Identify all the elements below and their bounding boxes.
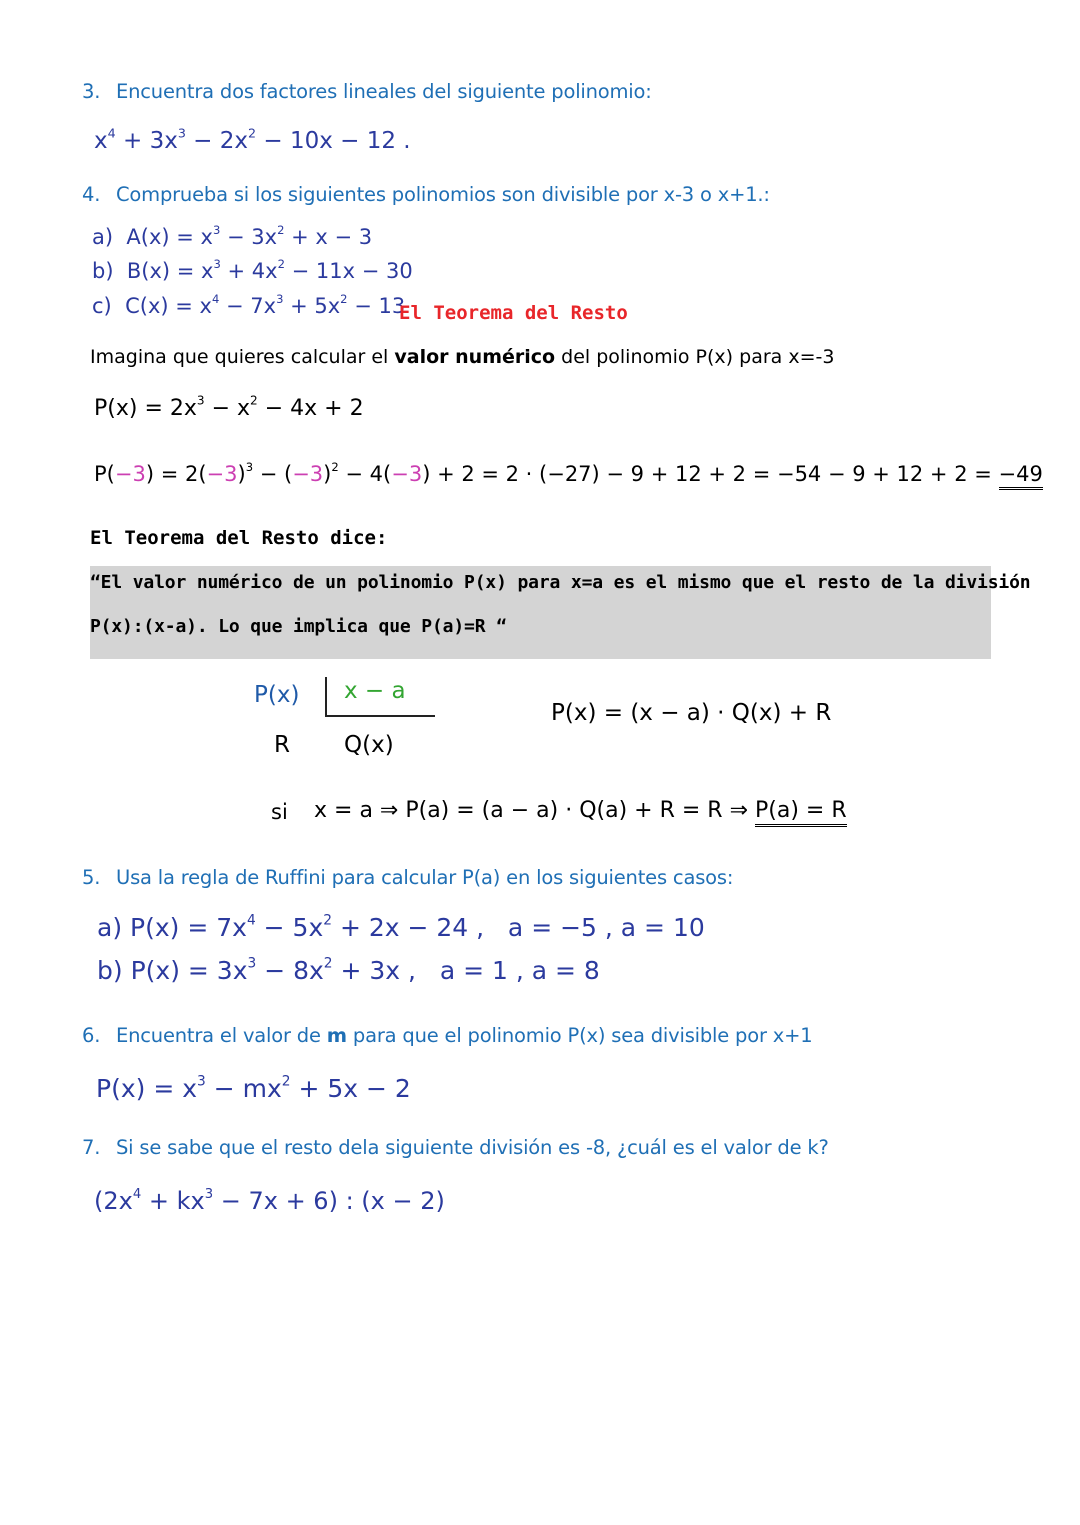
exercise-3-statement: Encuentra dos factores lineales del siguiente polinomio: — [116, 80, 652, 103]
exercise-3-polynomial: $x^4 + 3x^3 - 2x^2 - 10x - 12$ . — [94, 125, 411, 154]
division-bracket-vertical — [325, 677, 327, 717]
theorem-quote-line-1: “El valor numérico de un polinomio P(x) para x=a es el mismo que el resto de la división — [90, 572, 1031, 593]
exercise-5-item-b: b) $P(x) = 3x^3 - 8x^2 + 3x$ , a = 1 , a = 8 — [97, 955, 600, 985]
exercise-3-number: 3. — [82, 80, 101, 103]
theorem-heading: El Teorema del Resto dice: — [90, 527, 388, 549]
theorem-quote-line-2: P(x):(x-a). Lo que implica que P(a)=R “ — [90, 616, 507, 637]
exercise-6-number: 6. — [82, 1024, 101, 1047]
exercise-4-statement: Comprueba si los siguientes polinomios son divisible por x-3 o x+1.: — [116, 183, 770, 206]
division-dividend: P(x) — [254, 682, 300, 708]
example-polynomial: $P(x) = 2x^3 - x^2 - 4x + 2$ — [94, 393, 364, 421]
implication-chain: x = a ⇒ P(a) = (a − a) · Q(a) + R = R ⇒ P(a) = R — [314, 798, 847, 823]
division-quotient: Q(x) — [344, 732, 394, 758]
example-evaluation: $P(-3) = 2(-3)^3 - (-3)^2 - 4(-3) + 2 = 2 \cdot (-27) - 9 + 12 + 2 = -54 - 9 + 12 + 2 = -49$ — [94, 462, 1043, 486]
exercise-4-item-a: a) $A(x) = x^3 - 3x^2 + x - 3$ — [92, 223, 373, 249]
exercise-6-statement: Encuentra el valor de m para que el polinomio P(x) sea divisible por x+1 — [116, 1024, 813, 1047]
implication-si: si — [271, 800, 288, 824]
exercise-5-item-a: a) $P(x) = 7x^4 - 5x^2 + 2x - 24$ , a = −5 , a = 10 — [97, 912, 705, 942]
exercise-7-division: $(2x^4 + kx^3 - 7x + 6)$ : (x − 2) — [94, 1186, 445, 1215]
division-remainder: R — [274, 732, 290, 758]
exercise-7-number: 7. — [82, 1136, 101, 1159]
exercise-4-item-b: b) $B(x) = x^3 + 4x^2 - 11x - 30$ — [92, 257, 413, 283]
division-identity: P(x) = (x − a) · Q(x) + R — [551, 700, 832, 726]
intro-paragraph: Imagina que quieres calcular el valor numérico del polinomio P(x) para x=-3 — [90, 346, 835, 368]
division-bracket-horizontal — [325, 715, 435, 717]
exercise-4-number: 4. — [82, 183, 101, 206]
division-divisor: x − a — [344, 678, 406, 704]
section-title: El Teorema del Resto — [399, 302, 628, 324]
exercise-5-statement: Usa la regla de Ruffini para calcular P(a) en los siguientes casos: — [116, 866, 734, 889]
exercise-6-polynomial: $P(x) = x^3 - mx^2 + 5x - 2$ — [96, 1073, 411, 1103]
exercise-4-item-c: c) $C(x) = x^4 - 7x^3 + 5x^2 - 13$ — [92, 292, 406, 318]
exercise-7-statement: Si se sabe que el resto dela siguiente división es -8, ¿cuál es el valor de k? — [116, 1136, 829, 1159]
exercise-5-number: 5. — [82, 866, 101, 889]
